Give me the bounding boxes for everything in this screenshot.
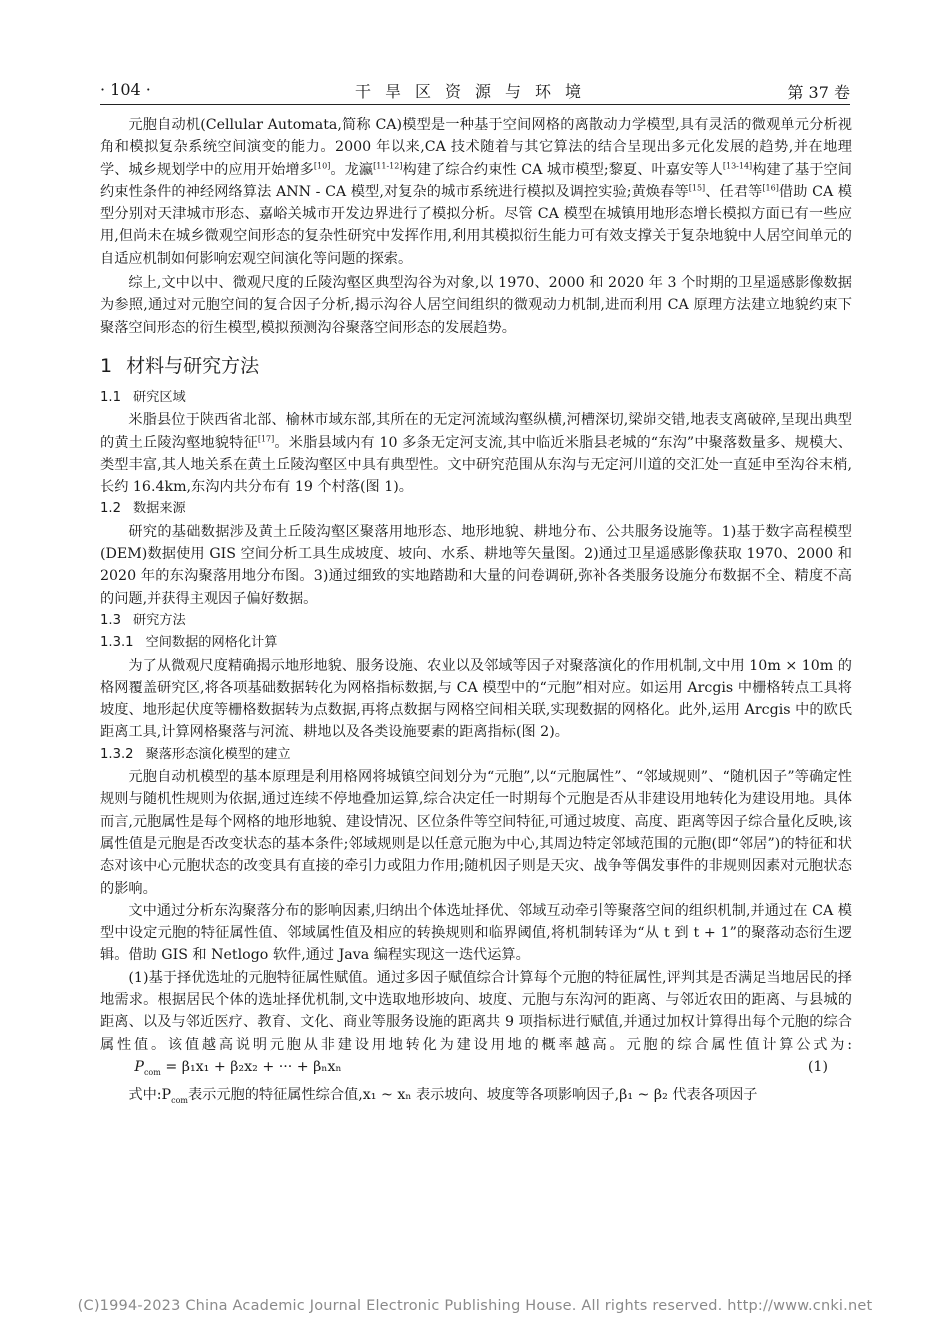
copyright-footer: (C)1994-2023 China Academic Journal Electronic Publishing House. All rights reserved. http://www.cnki.net <box>77 1298 873 1314</box>
subsection-heading <box>100 610 852 632</box>
text-run: 构建了基于空间约束性条件的神经网络算法 ANN - CA 模型,对复杂的城市系统进行模拟及调控实验;黄焕春等 <box>100 161 852 200</box>
citation: [10] <box>313 160 331 170</box>
volume-label: 第 37 卷 <box>787 83 850 102</box>
subscript: com <box>171 1095 188 1105</box>
running-header <box>100 76 850 102</box>
citation: [13-14] <box>722 160 753 170</box>
text-run: 、任君等 <box>705 183 763 200</box>
equation-symbol: P <box>134 1058 144 1075</box>
text-run: (1)基于择优选址的元胞特征属性赋值。通过多因子赋值综合计算每个元胞的特征属性,评判其是否满足当地居民的择地需求。根据居民个体的选址择优机制,文中选取地形坡向、坡度、元胞与东沟河的距离、与邻近农田的距离、与县城的距离、以及与邻近医疗、教育、文化、商业等服务设施的距离共 9 项指标进行赋值,并通过加权计算得出每个元胞的综合属性值。该值越高说明元胞从非建设用地转化为建设用地的概率越高。元胞的综合属性值计算公式为: <box>100 969 852 1053</box>
subsubsection-title: 聚落形态演化模型的建立 <box>145 746 291 762</box>
text-run: 。米脂县域内有 10 多条无定河支流,其中临近米脂县老城的“东沟”中聚落数量多、规模大、类型丰富,其人地关系在黄土丘陵沟壑区中具有典型性。文中研究范围从东沟与无定河川道的交汇处一直延申至沟谷末梢,长约 16.4km,东沟内共分布有 19 个村落(图 1)。 <box>100 434 852 496</box>
subsubsection-number: 1.3.1 <box>100 635 134 651</box>
text-run: 米脂县位于陕西省北部、榆林市域东部,其所在的无定河流域沟壑纵横,河槽深切,梁峁交错,地表支离破碎,呈现出典型的黄土丘陵沟壑地貌特征 <box>100 412 852 451</box>
equation-number: (1) <box>807 1058 828 1075</box>
study-area-paragraph <box>100 409 852 498</box>
section-heading <box>100 353 852 379</box>
intro-paragraph-1 <box>100 114 852 270</box>
text-run: 表示元胞的特征属性综合值,x₁ ~ xₙ 表示坡向、坡度等各项影响因子,β₁ ~ β₂ 代表各项因子 <box>187 1087 758 1103</box>
intro-paragraph-2: 综上,文中以中、微观尺度的丘陵沟壑区典型沟谷为对象,以 1970、2000 和 2020 年 3 个时期的卫星遥感影像数据为参照,通过对元胞空间的复合因子分析,揭示沟谷人居空间组织的微观动力机制,进而利用 CA 原理方法建立地貌约束下聚落空间形态的衍生模型,模拟预测沟谷聚落空间形态的发展趋势。 <box>100 275 852 336</box>
subsubsection-number: 1.3.2 <box>100 746 134 762</box>
text-run: 。龙瀛 <box>330 161 374 178</box>
header-rule <box>100 104 850 105</box>
page-number: · 104 · <box>100 80 151 99</box>
article-body <box>100 114 852 1112</box>
subsubsection-title: 空间数据的网格化计算 <box>145 635 278 651</box>
subsubsection-heading <box>100 632 852 654</box>
subsection-number: 1.3 <box>100 612 121 628</box>
journal-title: 干旱区资源与环境 <box>354 82 595 101</box>
subsection-title: 研究区域 <box>132 389 186 405</box>
citation: [11-12] <box>373 160 403 170</box>
subsection-number: 1.2 <box>100 501 121 517</box>
subsection-heading <box>100 498 852 520</box>
data-source-paragraph: 研究的基础数据涉及黄土丘陵沟壑区聚落用地形态、地形地貌、耕地分布、公共服务设施等。1)基于数字高程模型(DEM)数据使用 GIS 空间分析工具生成坡度、坡向、水系、耕地等矢量图。2)通过卫星遥感影像获取 1970、2000 和 2020 年的东沟聚落用地分布图。3)通过细致的实地踏勘和大量的问卷调研,弥补各类服务设施分布数据不全、精度不高的问题,并获得主观因子偏好数据。 <box>100 523 852 607</box>
citation: [16] <box>762 183 779 193</box>
subsection-title: 研究方法 <box>132 612 186 628</box>
model-paragraph-3 <box>100 967 852 1084</box>
model-paragraph-2: 文中通过分析东沟聚落分布的影响因素,归纳出个体选址择优、邻域互动牵引等聚落空间的组织机制,并通过在 CA 模型中设定元胞的特征属性值、邻域属性值及相应的转换规则和临界阈值,将机制转译为“从 t 到 t + 1”的聚落动态衍生逻辑。借助 GIS 和 Netlogo 软件,通过 Java 编程实现这一迭代运算。 <box>100 902 852 964</box>
text-run: 构建了综合约束性 CA 城市模型;黎夏、叶嘉安等人 <box>402 161 723 178</box>
subsection-number: 1.1 <box>100 389 121 405</box>
text-run: 式中:P <box>128 1087 172 1103</box>
subsubsection-heading <box>100 744 852 766</box>
gridding-paragraph: 为了从微观尺度精确揭示地形地貌、服务设施、农业以及邻域等因子对聚落演化的作用机制,文中用 10m × 10m 的格网覆盖研究区,将各项基础数据转化为网格指标数据,与 CA 模型中的“元胞”相对应。如运用 Arcgis 中栅格转点工具将坡度、地形起伏度等栅格数据转为点数据,再将点数据与网格空间相关联,实现数据的网格化。此外,运用 Arcgis 中的欧氏距离工具,计算网格聚落与河流、耕地以及各类设施要素的距离指标(图 2)。 <box>100 657 852 741</box>
text-run: 元胞自动机(Cellular Automata,简称 CA)模型是一种基于空间网格的离散动力学模型,具有灵活的微观单元分析视角和模拟复杂系统空间演变的能力。2000 年以来,CA 技术随着与其它算法的结合呈现出多元化发展的趋势,并在地理学、城乡规划学中的应用开始增多 <box>100 117 852 178</box>
equation-1 <box>106 1056 342 1084</box>
subsection-title: 数据来源 <box>132 501 186 517</box>
citation: [15] <box>688 183 706 193</box>
equation-rhs: = β₁x₁ + β₂x₂ + ··· + βₙxₙ <box>165 1058 342 1075</box>
section-title: 材料与研究方法 <box>126 354 260 377</box>
section-number: 1 <box>100 354 113 377</box>
model-paragraph-1: 元胞自动机模型的基本原理是利用格网将城镇空间划分为“元胞”,以“元胞属性”、“邻域规则”、“随机因子”等确定性规则与随机性规则为依据,通过连续不停地叠加运算,综合决定任一时期每个元胞是否从非建设用地转化为建设用地。具体而言,元胞属性是每个网格的地形地貌、建设情况、区位条件等空间特征,可通过坡度、高度、距离等因子综合量化反映,该属性值是元胞是否改变状态的基本条件;邻域规则是以任意元胞为中心,其周边特定邻域范围的元胞(即“邻居”)的特征和状态对该中心元胞状态的改变具有直接的牵引力或阻力作用;随机因子则是天灾、战争等偶发事件的非规则因素对元胞状态的影响。 <box>100 769 852 897</box>
subsection-heading <box>100 387 852 409</box>
model-paragraph-4 <box>100 1084 852 1112</box>
citation: [17] <box>257 433 275 443</box>
equation-subscript: com <box>143 1067 161 1077</box>
text-run: 借助 CA 模型分别对天津城市形态、嘉峪关城市开发边界进行了模拟分析。尽管 CA 模型在城镇用地形态增长模拟方面已有一些应用,但尚未在城乡微观空间形态的复杂性研究中发挥作用,利用其模拟衍生能力可有效支撑关于复杂地貌中人居空间单元的自适应机制如何影响宏观空间演化等问题的探索。 <box>100 183 852 267</box>
